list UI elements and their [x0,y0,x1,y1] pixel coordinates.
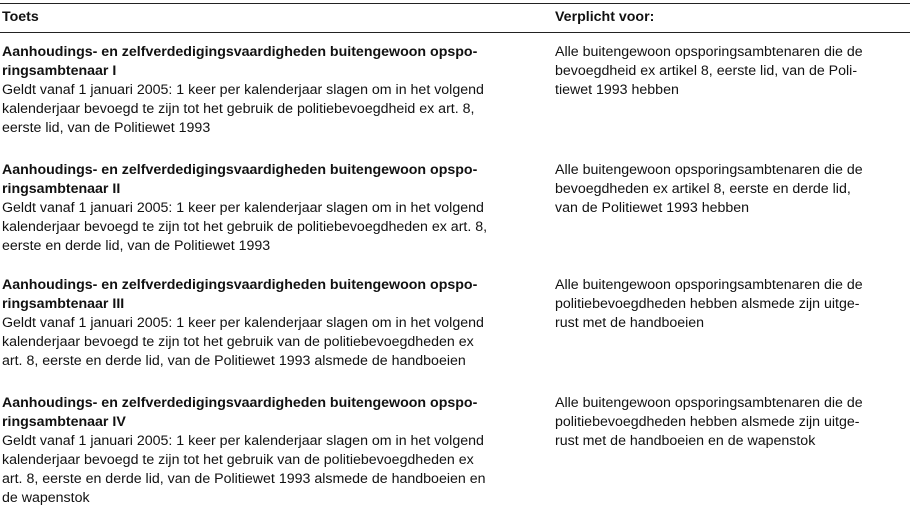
test-cell [2,394,547,508]
test-title-line: ringsambtenaar IV [2,414,126,430]
required-for-line: Alle buitengewoon opsporingsambtenaren die de [555,44,863,60]
required-for-line: van de Politiewet 1993 hebben [555,200,750,216]
test-cell [2,276,547,371]
test-title-line: ringsambtenaar I [2,63,117,79]
test-description-line: Geldt vanaf 1 januari 2005: 1 keer per kalenderjaar slagen om in het volgend [2,200,484,216]
required-for-line: Alle buitengewoon opsporingsambtenaren die de [555,162,863,178]
test-description-line: art. 8, eerste en derde lid, van de Politiewet 1993 alsmede de handboeien [2,353,466,369]
required-for-line: Alle buitengewoon opsporingsambtenaren die de [555,395,863,411]
test-description-line: de wapenstok [2,490,90,506]
test-description-line: art. 8, eerste en derde lid, van de Politiewet 1993 alsmede de handboeien en [2,471,486,487]
required-for-cell [555,394,907,451]
test-cell [2,161,547,256]
required-for-cell [555,161,907,218]
test-description-line: kalenderjaar bevoegd te zijn tot het gebruik van de politiebevoegdheden ex [2,452,474,468]
required-for-line: politiebevoegdheden hebben alsmede zijn uitge- [555,414,860,430]
required-for-cell [555,276,907,333]
test-description-line: kalenderjaar bevoegd te zijn tot het gebruik de politiebevoegdheid ex art. 8, [2,101,475,117]
test-title-line: ringsambtenaar II [2,181,121,197]
table-top-rule [0,3,910,4]
required-for-line: Alle buitengewoon opsporingsambtenaren die de [555,277,863,293]
test-cell [2,43,547,138]
required-for-line: rust met de handboeien [555,315,705,331]
required-for-line: rust met de handboeien en de wapenstok [555,433,816,449]
test-description-line: Geldt vanaf 1 januari 2005: 1 keer per kalenderjaar slagen om in het volgend [2,315,484,331]
test-description-line: eerste en derde lid, van de Politiewet 1993 [2,238,271,254]
required-for-line: politiebevoegdheden hebben alsmede zijn uitge- [555,296,860,312]
test-description-line: kalenderjaar bevoegd te zijn tot het gebruik de politiebevoegdheden ex art. 8, [2,219,488,235]
test-description-line: Geldt vanaf 1 januari 2005: 1 keer per kalenderjaar slagen om in het volgend [2,433,484,449]
column-header-test: Toets [2,9,39,25]
test-title-line: Aanhoudings- en zelfverdedigingsvaardigheden buitengewoon opspo- [2,395,478,411]
test-description-line: kalenderjaar bevoegd te zijn tot het gebruik van de politiebevoegdheden ex [2,334,474,350]
test-description-line: Geldt vanaf 1 januari 2005: 1 keer per kalenderjaar slagen om in het volgend [2,82,484,98]
required-for-line: tiewet 1993 hebben [555,82,679,98]
test-title-line: ringsambtenaar III [2,296,125,312]
required-for-cell [555,43,907,100]
test-title-line: Aanhoudings- en zelfverdedigingsvaardigheden buitengewoon opspo- [2,277,478,293]
required-for-line: bevoegdheid ex artikel 8, eerste lid, van de Poli- [555,63,858,79]
test-title-line: Aanhoudings- en zelfverdedigingsvaardigheden buitengewoon opspo- [2,44,478,60]
required-for-line: bevoegdheden ex artikel 8, eerste en derde lid, [555,181,851,197]
column-header-required-for: Verplicht voor: [555,9,655,25]
test-title-line: Aanhoudings- en zelfverdedigingsvaardigheden buitengewoon opspo- [2,162,478,178]
test-description-line: eerste lid, van de Politiewet 1993 [2,120,211,136]
header-bottom-rule [0,32,910,33]
